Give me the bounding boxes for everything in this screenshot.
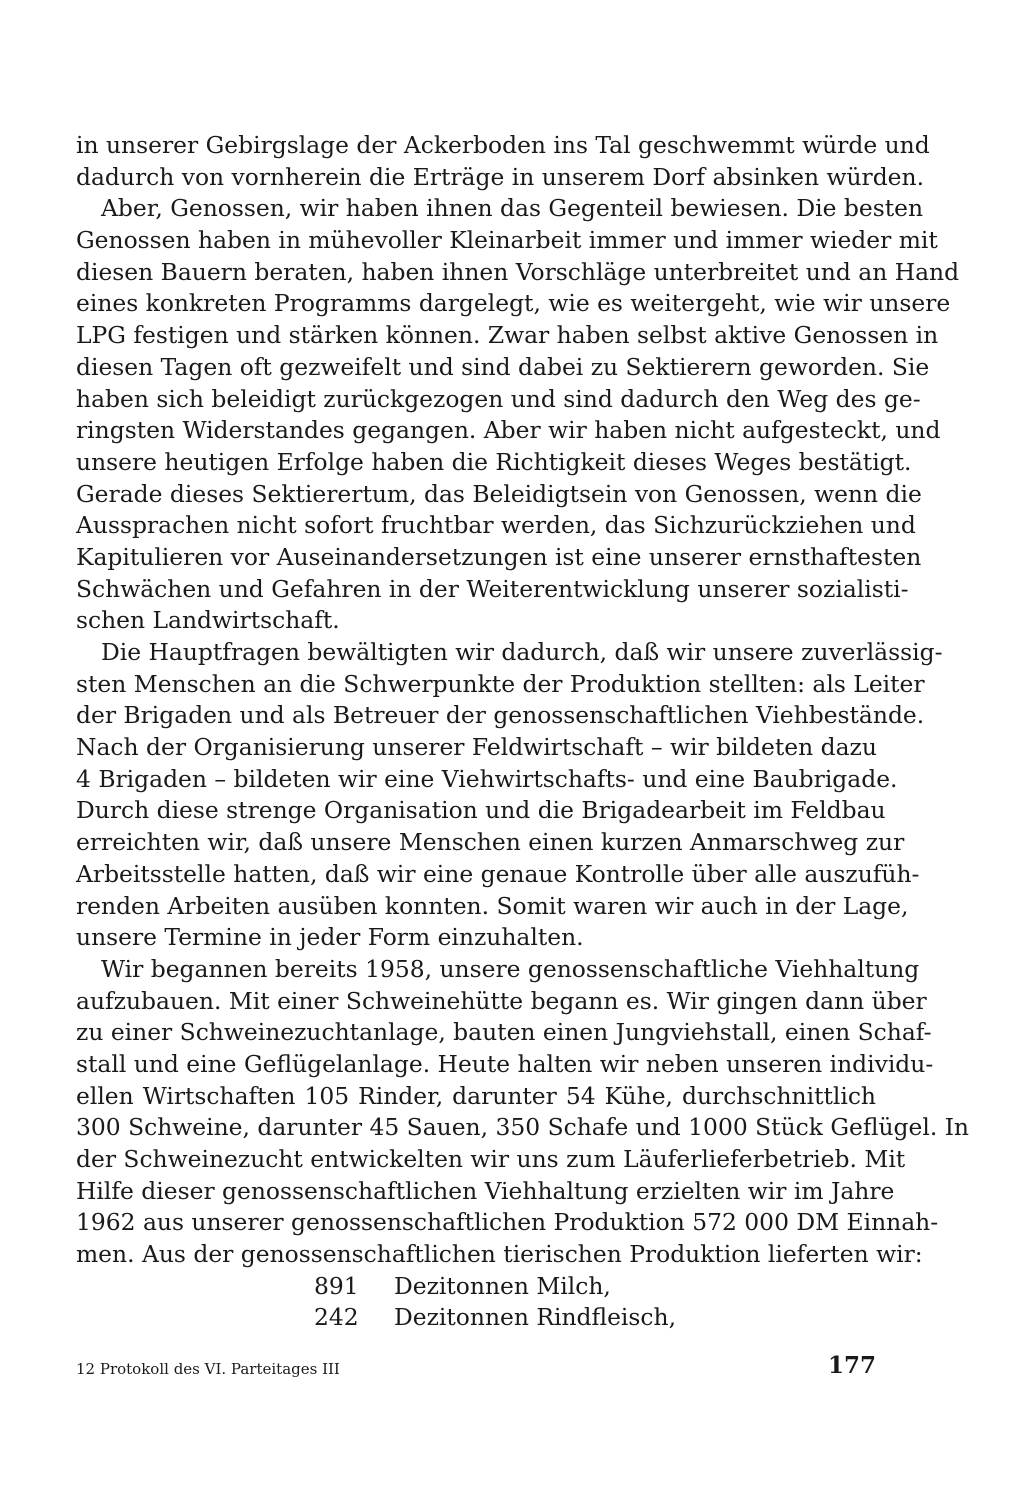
paragraph xyxy=(76,954,970,1271)
text-line: haben sich beleidigt zurückgezogen und sind dadurch den Weg des ge- xyxy=(76,384,921,413)
text-line: aufzubauen. Mit einer Schweinehütte begann es. Wir gingen dann über xyxy=(76,986,927,1015)
paragraph xyxy=(76,130,930,193)
text-line: unsere heutigen Erfolge haben die Richtigkeit dieses Weges bestätigt. xyxy=(76,447,912,476)
text-line: eines konkreten Programms dargelegt, wie es weitergeht, wie wir unsere xyxy=(76,289,951,318)
text-line: stall und eine Geflügelanlage. Heute halten wir neben unseren individu- xyxy=(76,1049,934,1078)
text-line: LPG festigen und stärken können. Zwar haben selbst aktive Genossen in xyxy=(76,321,939,350)
list-item xyxy=(76,1271,876,1303)
text-line: schen Landwirtschaft. xyxy=(76,606,340,635)
body-text xyxy=(76,130,970,1334)
delivery-list xyxy=(76,1271,876,1334)
text-line: der Brigaden und als Betreuer der genossenschaftlichen Viehbestände. xyxy=(76,701,925,730)
text-line: unsere Termine in jeder Form einzuhalten. xyxy=(76,923,584,952)
text-line: ringsten Widerstandes gegangen. Aber wir haben nicht aufgesteckt, und xyxy=(76,416,941,445)
text-line: zu einer Schweinezuchtanlage, bauten einen Jungviehstall, einen Schaf- xyxy=(76,1018,932,1047)
text-line: Kapitulieren vor Auseinandersetzungen ist eine unserer ernsthaftesten xyxy=(76,542,922,571)
text-line: diesen Bauern beraten, haben ihnen Vorschläge unterbreitet und an Hand xyxy=(76,257,960,286)
text-line: diesen Tagen oft gezweifelt und sind dabei zu Sektierern geworden. Sie xyxy=(76,352,930,381)
text-line: in unserer Gebirgslage der Ackerboden ins Tal geschwemmt würde und xyxy=(76,131,930,159)
text-line: der Schweinezucht entwickelten wir uns zum Läuferlieferbetrieb. Mit xyxy=(76,1145,906,1173)
list-item-number: 242 xyxy=(314,1303,359,1332)
footer-source-note: 12 Protokoll des VI. Parteitages III xyxy=(76,1360,340,1378)
text-line: Die Hauptfragen bewältigten wir dadurch, daß wir unsere zuverlässig- xyxy=(101,638,943,666)
text-line: Aber, Genossen, wir haben ihnen das Gegenteil bewiesen. Die besten xyxy=(101,194,924,223)
text-line: Wir begannen bereits 1958, unsere genossenschaftliche Viehhaltung xyxy=(101,954,920,983)
list-item xyxy=(76,1302,876,1334)
text-line: Nach der Organisierung unserer Feldwirtschaft – wir bildeten dazu xyxy=(76,733,877,762)
text-line: Genossen haben in mühevoller Kleinarbeit immer und immer wieder mit xyxy=(76,226,938,255)
text-line: sten Menschen an die Schwerpunkte der Produktion stellten: als Leiter xyxy=(76,669,925,698)
text-line: Arbeitsstelle hatten, daß wir eine genaue Kontrolle über alle auszufüh- xyxy=(76,859,920,888)
list-item-text: Dezitonnen Rindfleisch, xyxy=(394,1303,677,1332)
text-line: Durch diese strenge Organisation und die Brigadearbeit im Feldbau xyxy=(76,796,886,825)
text-line: 1962 aus unserer genossenschaftlichen Produktion 572 000 DM Einnah- xyxy=(76,1208,939,1237)
list-item-number: 891 xyxy=(314,1271,359,1300)
paragraph xyxy=(76,637,943,954)
page-number: 177 xyxy=(827,1352,876,1379)
page-footer xyxy=(76,1352,876,1392)
text-line: Gerade dieses Sektierertum, das Beleidigtsein von Genossen, wenn die xyxy=(76,479,922,508)
text-line: dadurch von vornherein die Erträge in unserem Dorf absinken würden. xyxy=(76,162,925,191)
text-line: Aussprachen nicht sofort fruchtbar werden, das Sichzurückziehen und xyxy=(76,511,916,540)
text-line: men. Aus der genossenschaftlichen tierischen Produktion lieferten wir: xyxy=(76,1240,923,1269)
text-line: Hilfe dieser genossenschaftlichen Viehhaltung erzielten wir im Jahre xyxy=(76,1176,895,1205)
text-line: 300 Schweine, darunter 45 Sauen, 350 Schafe und 1000 Stück Geflügel. In xyxy=(76,1113,970,1142)
text-line: ellen Wirtschaften 105 Rinder, darunter 54 Kühe, durchschnittlich xyxy=(76,1081,876,1110)
text-line: renden Arbeiten ausüben konnten. Somit waren wir auch in der Lage, xyxy=(76,891,909,920)
text-line: erreichten wir, daß unsere Menschen einen kurzen Anmarschweg zur xyxy=(76,828,905,857)
list-item-text: Dezitonnen Milch, xyxy=(394,1271,611,1300)
paragraph xyxy=(76,193,960,637)
text-line: 4 Brigaden – bildeten wir eine Viehwirtschafts- und eine Baubrigade. xyxy=(76,764,898,793)
text-line: Schwächen und Gefahren in der Weiterentwicklung unserer sozialisti- xyxy=(76,574,909,603)
